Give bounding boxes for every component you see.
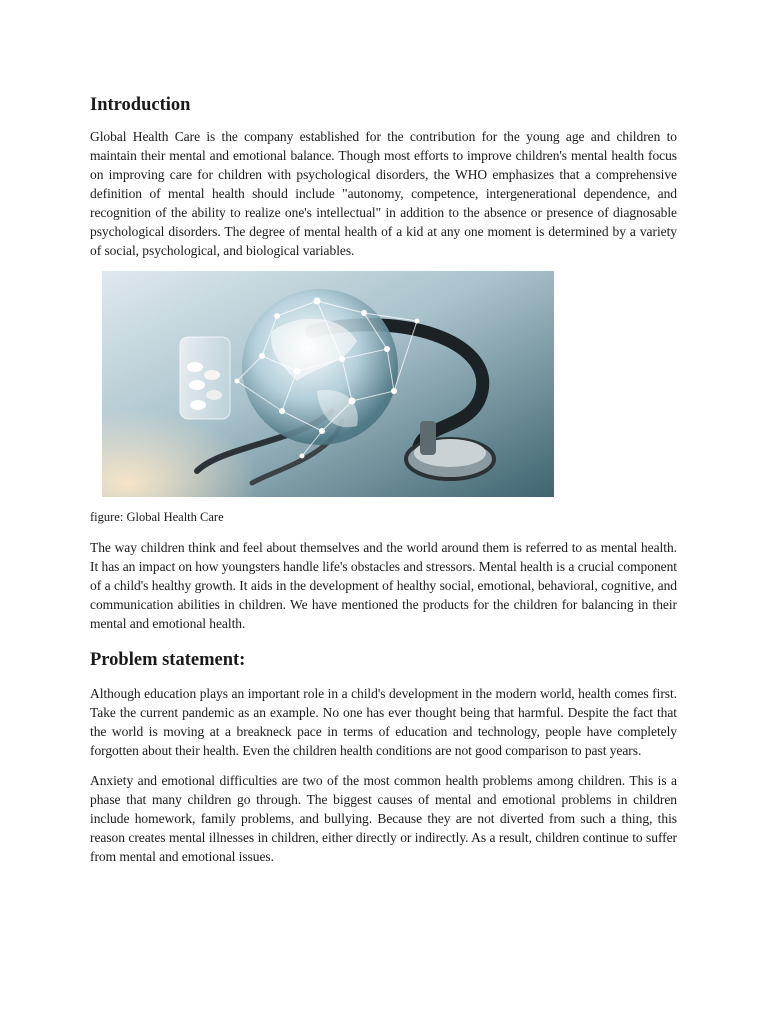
introduction-paragraph: Global Health Care is the company established for the contribution for the young age and children to maintain their mental and emotional balance. Though most efforts to improve children's mental health focus on improving care for children with psychological disorders, the WHO emphasizes that a comprehensive definition of mental health should include "autonomy, competence, intergenerational dependence, and recognition of the ability to realize one's intellectual" in addition to the absence or presence of diagnosable psychological disorders. The degree of mental health of a kid at any one moment is determined by a variety of social, psychological, and biological variables. [90,129,677,258]
globe-shape [242,289,398,445]
pill-jar-shape [180,337,230,419]
introduction-heading: Introduction [90,95,191,115]
figure-caption: figure: Global Health Care [90,510,224,524]
mental-health-paragraph: The way children think and feel about themselves and the world around them is referred to as mental health. It has an impact on how youngsters handle life's obstacles and stressors. Mental health is a crucial component of a child's healthy growth. It aids in the development of healthy social, emotional, behavioral, cognitive, and communication abilities in children. We have mentioned the products for the children for balancing in their mental and emotional health. [90,540,677,631]
problem-paragraph-2: Anxiety and emotional difficulties are two of the most common health problems among children. This is a phase that many children go through. The biggest causes of mental and emotional problems in children include homework, family problems, and bullying. Because they are not diverted from such a thing, this reason creates mental illnesses in children, either directly or indirectly. As a result, children continue to suffer from mental and emotional issues. [90,773,677,864]
document-content [90,92,677,866]
global-health-care-image [102,271,554,497]
problem-statement-heading: Problem statement: [90,650,246,670]
problem-paragraph-1: Although education plays an important role in a child's development in the modern world, health comes first. Take the current pandemic as an example. No one has ever thought being that harmful. Despite the fact that the world is moving at a breakneck pace in terms of education and technology, people have completely forgotten about their health. Even the children health conditions are not good comparison to past years. [90,686,677,758]
